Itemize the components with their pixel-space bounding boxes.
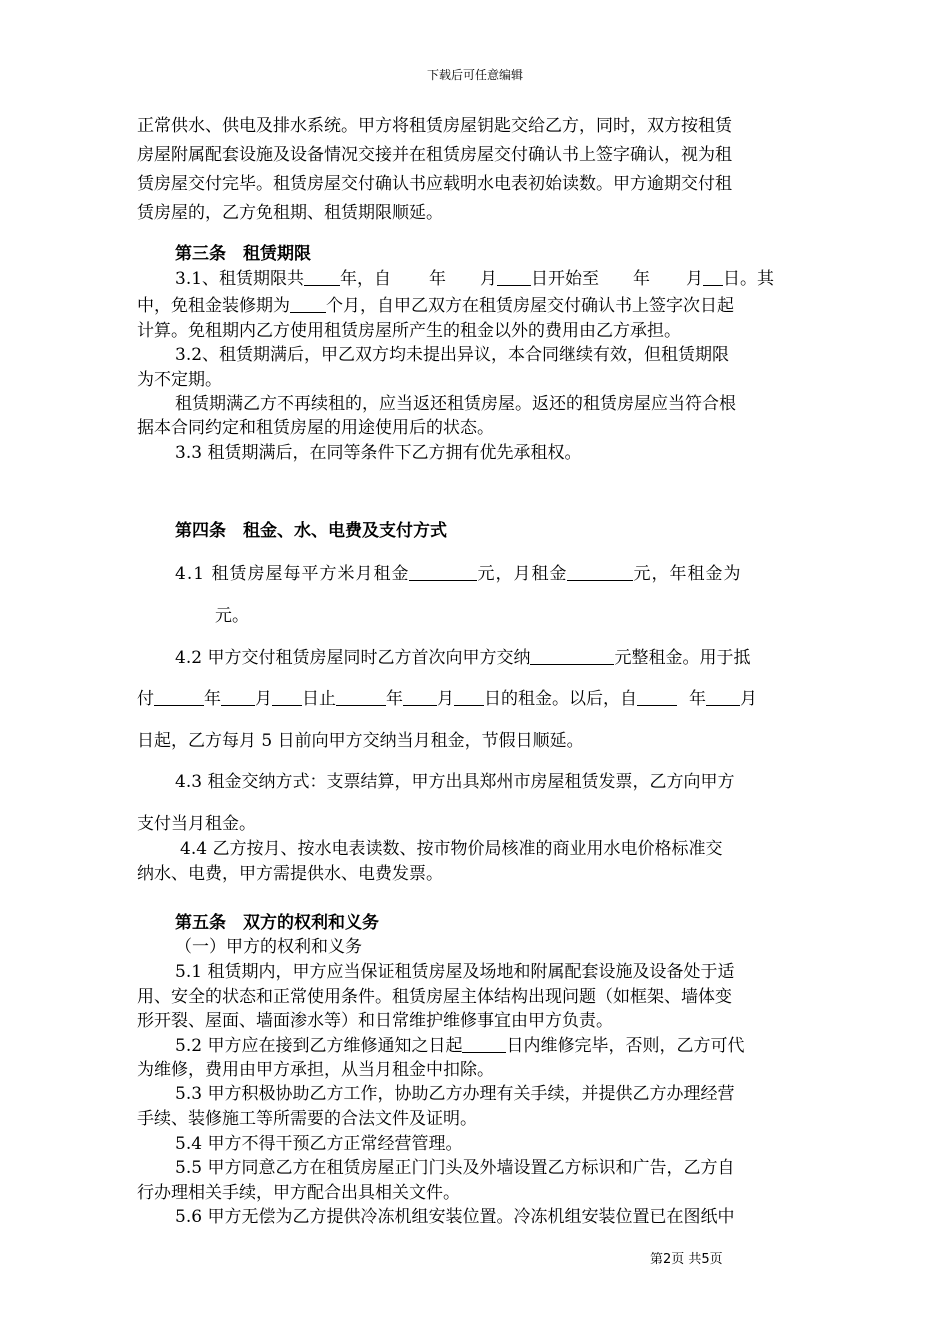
clause-4-2-line: [175, 647, 817, 669]
fill-blank: [637, 688, 677, 706]
clause-4-3-line: 支付当月租金。: [137, 814, 256, 834]
fill-blank: [567, 563, 633, 581]
text: 日开始至: [531, 269, 600, 289]
clause-3-3-line: 3.3 租赁期满后，在同等条件下乙方拥有优先承租权。: [175, 443, 582, 463]
clause-4-3-line: 4.3 租金交纳方式：支票结算，甲方出具郑州市房屋租赁发票，乙方向甲方: [175, 772, 735, 792]
text: 3.1、租赁期限共: [175, 269, 305, 289]
clause-5-5-line: 5.5 甲方同意乙方在租赁房屋正门门头及外墙设置乙方标识和广告，乙方自: [175, 1158, 735, 1178]
clause-4-1-line: 元。: [215, 606, 249, 626]
text: 元，年租金为: [633, 564, 742, 584]
page-footer: 第2页 共5页: [650, 1252, 723, 1267]
fill-blank: [530, 647, 614, 665]
text: 年: [204, 689, 221, 709]
text: 日的租金。以后，自: [484, 689, 637, 709]
fill-blank: [454, 688, 484, 706]
clause-3-2-line: 据本合同约定和租赁房屋的用途使用后的状态。: [137, 418, 494, 438]
text: 月: [740, 689, 757, 709]
fill-blank: [403, 688, 437, 706]
fill-blank: [221, 688, 255, 706]
article-5-title: 第五条 双方的权利和义务: [175, 913, 379, 933]
clause-3-2-line: 租赁期满乙方不再续租的，应当返还租赁房屋。返还的租赁房屋应当符合根: [175, 394, 736, 414]
fill-blank: [154, 688, 204, 706]
text: 年: [633, 269, 651, 289]
text: 日内维修完毕，否则，乙方可代: [506, 1036, 745, 1056]
paragraph-line: 赁房屋交付完毕。租赁房屋交付确认书应载明水电表初始读数。甲方逾期交付租: [137, 174, 732, 194]
clause-5-5-line: 行办理相关手续，甲方配合出具相关文件。: [137, 1183, 460, 1203]
text: 4.2 甲方交付租赁房屋同时乙方首次向甲方交纳: [175, 648, 531, 668]
clause-5-2-line: [175, 1035, 817, 1057]
paragraph-line: 房屋附属配套设施及设备情况交接并在租赁房屋交付确认书上签字确认，视为租: [137, 145, 732, 165]
clause-3-2-line: 3.2、租赁期满后，甲乙双方均未提出异议，本合同继续有效，但租赁期限: [175, 345, 730, 365]
text: 4.1 租赁房屋每平方米月租金: [175, 564, 410, 584]
text: 月: [686, 269, 704, 289]
fill-blank: [497, 268, 531, 286]
paragraph-line: 赁房屋的，乙方免租期、租赁期限顺延。: [137, 203, 443, 223]
text: 年: [689, 689, 706, 709]
subsection-title: （一）甲方的权利和义务: [175, 937, 362, 957]
text: 月: [255, 689, 272, 709]
clause-5-1-line: 5.1 租赁期内，甲方应当保证租赁房屋及场地和附属配套设施及设备处于适: [175, 962, 735, 982]
text: 年: [429, 269, 447, 289]
fill-blank: [703, 268, 723, 286]
fill-blank: [272, 688, 302, 706]
clause-4-2-line: [137, 688, 817, 710]
clause-5-3-line: 手续、装修施工等所需要的合法文件及证明。: [137, 1109, 477, 1129]
text: 日。其: [723, 269, 775, 289]
fill-blank: [290, 295, 326, 313]
clause-5-2-line: 为维修，费用由甲方承担，从当月租金中扣除。: [137, 1060, 494, 1080]
fill-blank: [462, 1035, 506, 1053]
text: 年: [386, 689, 403, 709]
clause-3-2-line: 为不定期。: [137, 370, 222, 390]
article-4-title: 第四条 租金、水、电费及支付方式: [175, 521, 447, 541]
text: 年，自: [340, 269, 392, 289]
paragraph-line: 正常供水、供电及排水系统。甲方将租赁房屋钥匙交给乙方，同时，双方按租赁: [137, 116, 732, 136]
text: 个月，自甲乙双方在租赁房屋交付确认书上签字次日起: [326, 296, 734, 316]
clause-5-6-line: 5.6 甲方无偿为乙方提供冷冻机组安装位置。冷冻机组安装位置已在图纸中: [175, 1207, 735, 1227]
clause-5-1-line: 用、安全的状态和正常使用条件。租赁房屋主体结构出现问题（如框架、墙体变: [137, 987, 732, 1007]
clause-4-2-line: 日起，乙方每月 5 日前向甲方交纳当月租金，节假日顺延。: [137, 731, 584, 751]
clause-3-1-line: [175, 268, 817, 290]
article-3-title: 第三条 租赁期限: [175, 244, 311, 264]
text: 日止: [302, 689, 336, 709]
text: 元，月租金: [477, 564, 568, 584]
text: 5.2 甲方应在接到乙方维修通知之日起: [175, 1036, 463, 1056]
text: 中，免租金装修期为: [137, 296, 290, 316]
page-header: 下载后可任意编辑: [426, 68, 523, 82]
clause-4-4-line: 4.4 乙方按月、按水电表读数、按市物价局核准的商业用水电价格标准交: [180, 839, 723, 859]
clause-4-4-line: 纳水、电费，甲方需提供水、电费发票。: [137, 864, 443, 884]
text: 月: [480, 269, 498, 289]
fill-blank: [304, 268, 340, 286]
clause-5-4-line: 5.4 甲方不得干预乙方正常经营管理。: [175, 1134, 463, 1154]
clause-5-1-line: 形开裂、屋面、墙面渗水等）和日常维护维修事宜由甲方负责。: [137, 1011, 613, 1031]
clause-3-1-line: 计算。免租期内乙方使用租赁房屋所产生的租金以外的费用由乙方承担。: [137, 321, 681, 341]
text: 元整租金。用于抵: [614, 648, 751, 668]
clause-4-1-line: [175, 563, 817, 585]
fill-blank: [336, 688, 386, 706]
text: 月: [437, 689, 454, 709]
fill-blank: [409, 563, 477, 581]
text: 付: [137, 689, 154, 709]
clause-5-3-line: 5.3 甲方积极协助乙方工作，协助乙方办理有关手续，并提供乙方办理经营: [175, 1084, 735, 1104]
fill-blank: [706, 688, 740, 706]
clause-3-1-line: [137, 295, 817, 317]
